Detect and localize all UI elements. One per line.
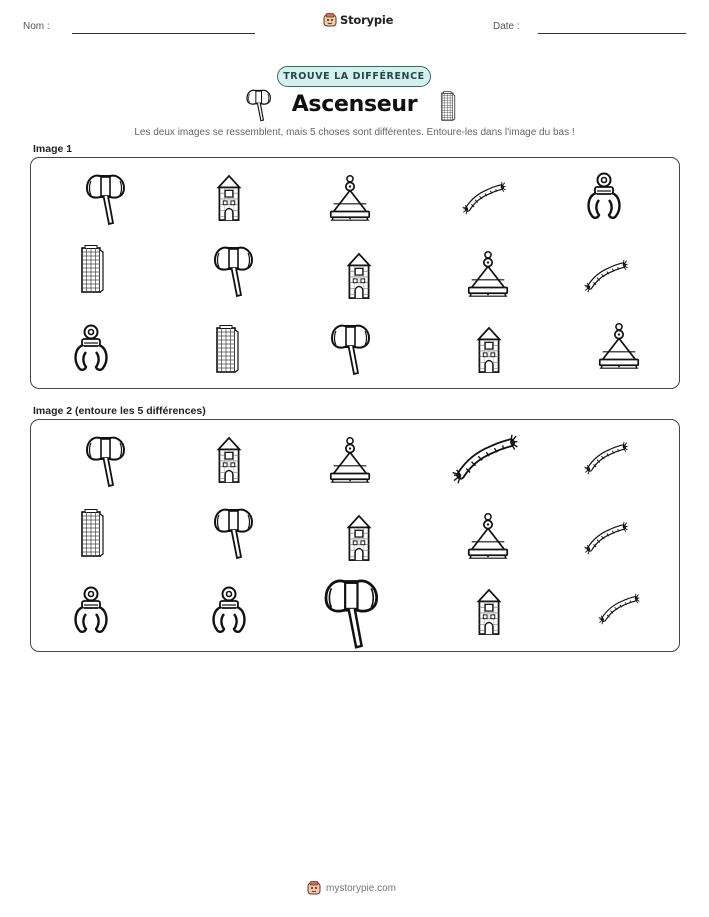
name-label: Nom :	[23, 21, 50, 32]
footer-url[interactable]: mystorypie.com	[326, 882, 397, 894]
skyscraper-icon	[214, 324, 240, 374]
date-line[interactable]	[538, 33, 686, 34]
image1-label: Image 1	[33, 143, 73, 155]
mascot-icon	[323, 13, 337, 27]
brand-logo	[323, 13, 393, 27]
tower-icon	[474, 326, 504, 374]
tower-icon	[214, 436, 244, 484]
tower-icon	[474, 588, 504, 636]
hanging-platform-icon	[597, 322, 641, 372]
rope-icon	[461, 180, 507, 216]
rope-icon	[451, 432, 519, 486]
footer	[307, 881, 396, 895]
activity-badge: TROUVE LA DIFFÉRENCE	[277, 66, 431, 87]
mascot-icon	[307, 881, 321, 895]
hanging-platform-icon	[328, 436, 372, 486]
axe-icon	[86, 172, 126, 226]
skyscraper-icon	[79, 244, 105, 294]
rope-icon	[583, 440, 629, 476]
skyscraper-icon	[79, 508, 105, 558]
hanging-platform-icon	[466, 512, 510, 562]
tower-icon	[344, 514, 374, 562]
image1-panel	[30, 157, 680, 389]
axe-icon	[86, 434, 126, 488]
instructions: Les deux images se ressemblent, mais 5 choses sont différentes. Entoure-les dans l'image du bas !	[134, 127, 575, 138]
brand-name: Storypie	[340, 13, 394, 27]
skyscraper-icon	[440, 90, 456, 122]
image2-panel	[30, 419, 680, 652]
axe-icon	[331, 322, 371, 376]
grabber-icon	[586, 172, 622, 222]
axe-icon	[214, 506, 254, 560]
rope-icon	[583, 520, 629, 556]
grabber-icon	[73, 586, 109, 636]
page-title: Ascenseur	[291, 92, 418, 117]
date-label: Date :	[493, 21, 520, 32]
rope-icon	[597, 592, 641, 626]
grabber-icon	[73, 324, 109, 374]
rope-icon	[583, 258, 629, 294]
hanging-platform-icon	[328, 174, 372, 224]
name-line[interactable]	[72, 33, 255, 34]
tower-icon	[214, 174, 244, 222]
tower-icon	[344, 252, 374, 300]
image2-label: Image 2 (entoure les 5 différences)	[33, 405, 206, 417]
axe-icon	[324, 576, 380, 650]
grabber-icon	[211, 586, 247, 636]
hanging-platform-icon	[466, 250, 510, 300]
axe-icon	[214, 244, 254, 298]
